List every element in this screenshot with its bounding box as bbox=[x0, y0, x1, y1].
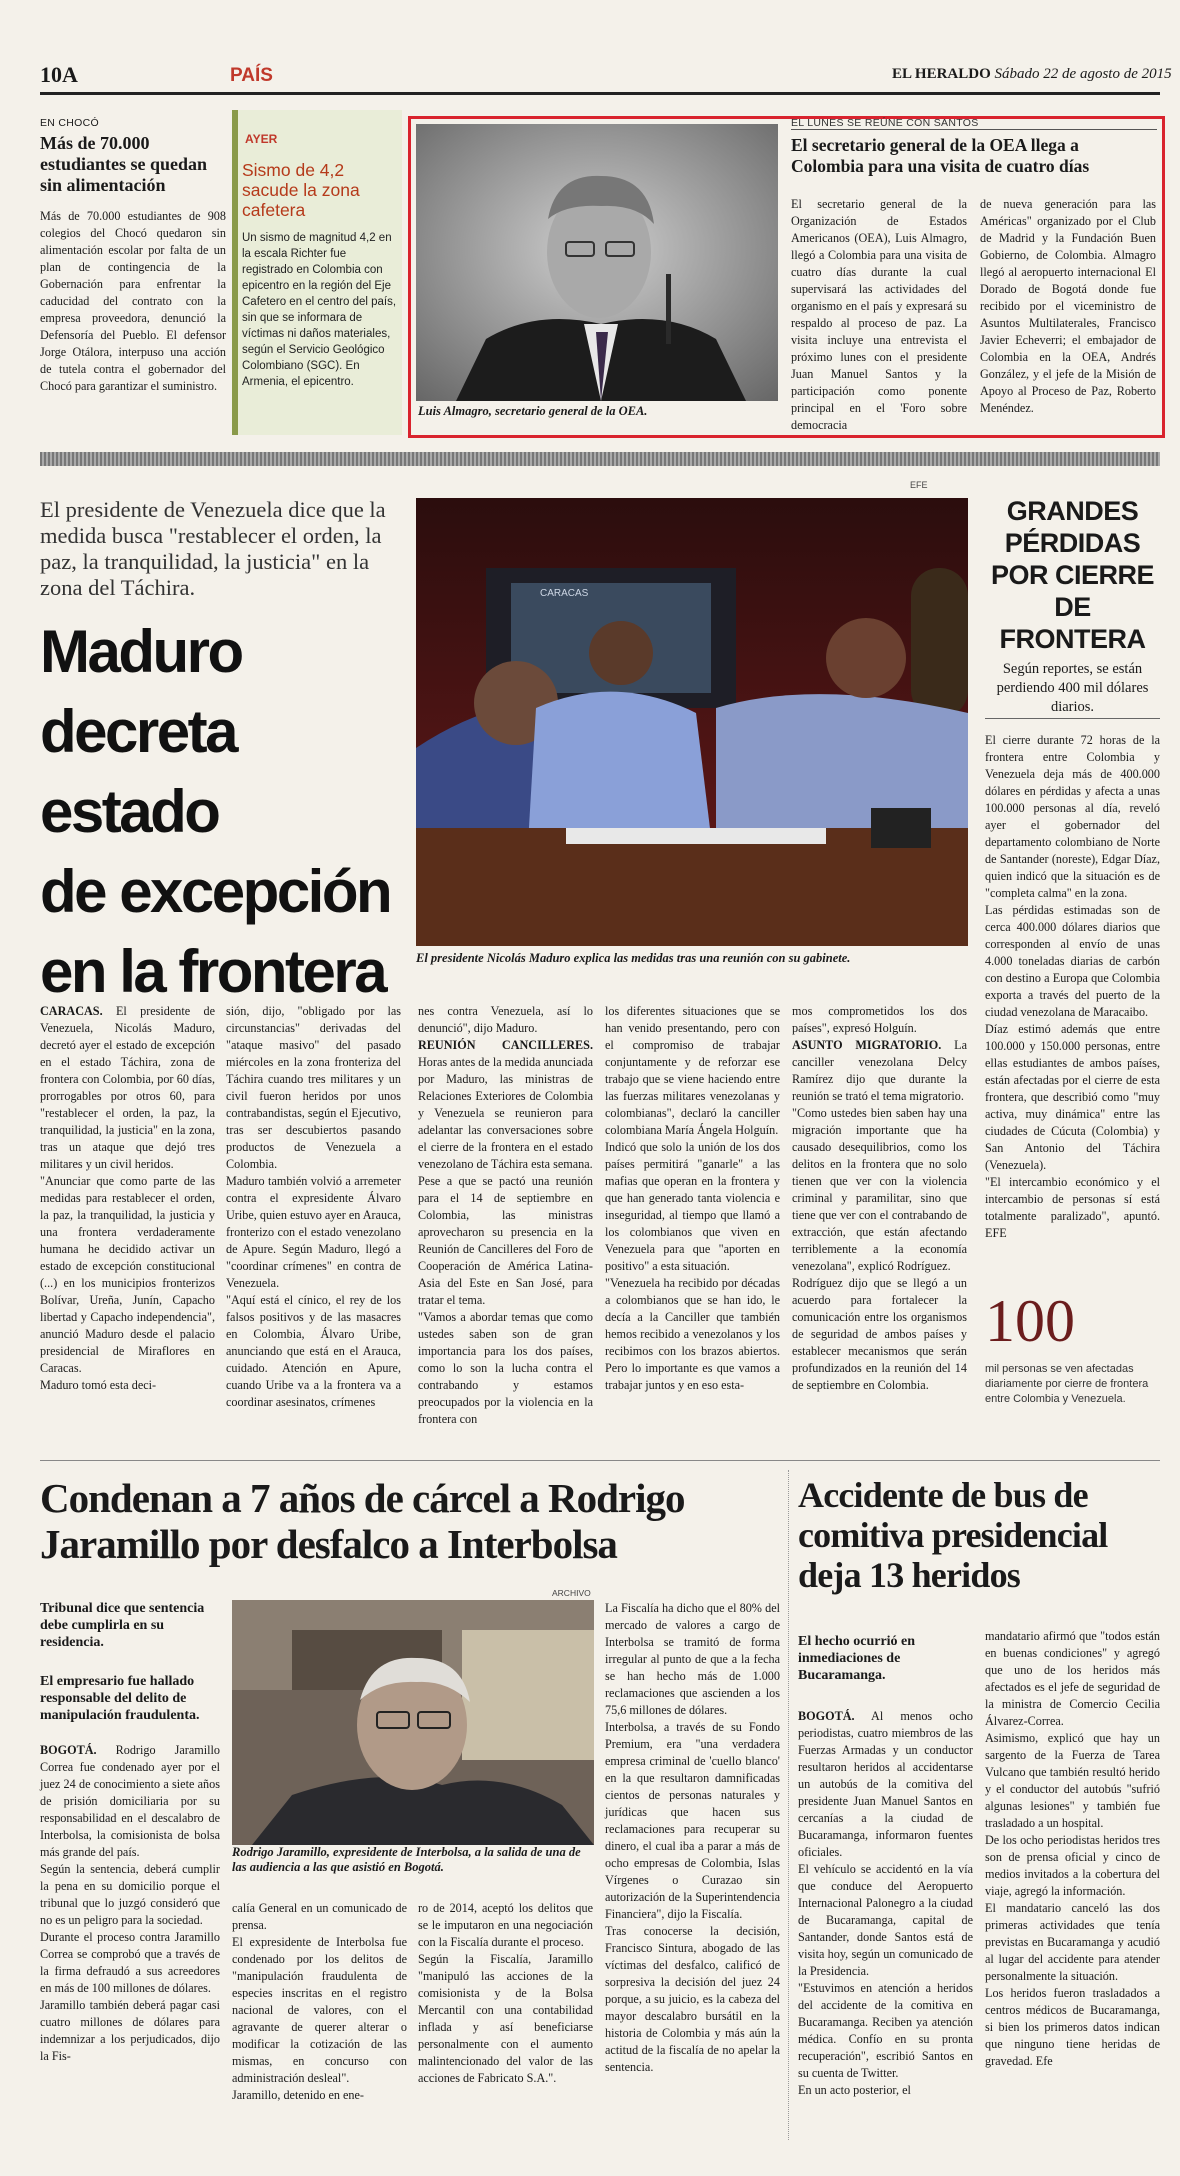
oea-kicker: EL LUNES SE REÚNE CON SANTOS bbox=[791, 117, 979, 129]
maduro-col1-text: El presidente de Venezuela, Nicolás Maduro, decretó ayer el estado de excepción en el estado Táchira, zona de frontera con Colombia, por 60 días, prorrogables por otros 60, para "restablecer el orden, la paz, la tranquilidad, la justicia" en la zona, tras un ataque que dejó tres militares y un civil heridos. "Anunciar que como parte de las medidas para restablecer el orden, la paz, la tranquilidad, la justicia y una frontera verdaderamente humana he decidido activar un estado de excepción constitucional (...) en los municipios fronterizos Bolívar, Ureña, Junín, Capacho libertad y Capacho independencia", anunció Maduro desde el palacio presidencial de Miraflores en Caracas. Maduro tomó esta deci- bbox=[40, 1004, 215, 1392]
interbolsa-body-col1 bbox=[40, 1742, 220, 2065]
oea-body-col2: de nueva generación para las Américas" organizado por el Club de Madrid y la Fundación Buen Gobierno, de Colombia. Almagro llegó al aeropuerto internacional El Dorado de Bogotá donde fue recibido por el viceministro de Asuntos Multilaterales, Francisco Javier Echeverri; el embajador de Colombia en la OEA, Andrés González, y el jefe de la Misión de Apoyo al Proceso de Paz, Roberto Menéndez. bbox=[980, 197, 1156, 415]
maduro-col3-lead: nes contra Venezuela, así lo denunció", dijo Maduro. bbox=[418, 1004, 593, 1035]
maduro-col3-text: Horas antes de la medida anunciada por Maduro, las ministras de Relaciones Exteriores de Colombia y Venezuela se reunieron para adelantar las conversaciones sobre el cierre de la frontera en el estado venezolano de Táchira esta semana. Pese a que se pactó una reunión para el 14 de septiembre en Colombia, las ministras aprovecharon su presencia en la Reunión de Cancilleres del Foro de Cooperación de América Latina-Asia del Este en San José, para tratar el tema. "Vamos a abordar temas que como ustedes saben son de gran importancia para los dos países, como lo son la lucha contra el contrabando y estamos preocupados por la violencia en la frontera con bbox=[418, 1055, 593, 1426]
perdidas-stat-number: 100 bbox=[985, 1288, 1075, 1354]
issue-date: Sábado 22 de agosto de 2015 bbox=[994, 66, 1172, 82]
maduro-headline-line-3: de excepción bbox=[40, 858, 391, 925]
maduro-headline bbox=[40, 612, 420, 1012]
accidente-body-col2: mandatario afirmó que "todos están en buenas condiciones" y agregó que uno de los heridos más afectados es el jefe de seguridad de la ministra de Comercio Cecilia Álvarez-Correa. Asimismo, explicó que hay un sargento de la Fuerza de Tarea Vulcano que también resultó herido y el conductor del autobús "sufrió algunas lesiones" y también fue trasladado a un hospital. De los ocho periodistas heridos tres son de prensa oficial y cinco de medios invitados a la cobertura del viaje, agregó la información. El mandatario canceló las dos primeras actividades que tenía previstas en Bucaramanga y acudió al lugar del accidente para atender personalmente la situación. Los heridos fueron trasladados a centros médicos de Bucaramanga, si bien los primeros datos indican que ninguno tiene heridas de gravedad. Efe bbox=[985, 1629, 1160, 2068]
maduro-headline-line-1: Maduro bbox=[40, 618, 242, 685]
accidente-body-col1 bbox=[798, 1708, 973, 2099]
section-name: PAÍS bbox=[230, 65, 273, 86]
maduro-body-col1 bbox=[40, 1003, 215, 1394]
maduro-body-col2: sión, dijo, "obligado por las circunstancias" derivadas del "ataque masivo" del pasado miércoles en la zona fronteriza del Táchira cuando tres militares y un civil fueron heridos por unos contrabandistas, según el Ejecutivo, tras ser descubiertos pasando productos de Venezuela a Colombia. Maduro también volvió a arremeter contra el expresidente Álvaro Uribe, quien estuvo ayer en Arauca, fronterizo con el estado venezolano de Apure. Según Maduro, llegó a "coordinar crímenes" en contra de Venezuela. "Aquí está el cínico, el rey de los falsos positivos y de las masacres en Colombia, Álvaro Uribe, anunciando que está en el Arauca, cuidado. Atención en Apure, cuando Uribe va a la frontera va a coordinar asesinatos, crímenes bbox=[226, 1004, 401, 1409]
maduro-body-col3 bbox=[418, 1003, 593, 1428]
maduro-dateline: CARACAS. bbox=[40, 1004, 103, 1018]
maduro-headline-line-4: en la frontera bbox=[40, 938, 386, 1005]
masthead-rule bbox=[40, 92, 1160, 95]
interbolsa-body-col3: ro de 2014, aceptó los delitos que se le imputaron en una negociación con la Fiscalía durante el proceso. Según la Fiscalía, Jaramillo "manipuló las acciones de la comisionista y de la Bolsa Mercantil con una contabilidad inflada y así beneficiarse personalmente con el aumento malintencionado del valor de las acciones de Fabricato S.A.". bbox=[418, 1901, 593, 2085]
perdidas-rule bbox=[985, 718, 1160, 719]
maduro-subhead-migratorio: ASUNTO MIGRATORIO. bbox=[792, 1038, 942, 1052]
interbolsa-headline: Condenan a 7 años de cárcel a Rodrigo Jaramillo por desfalco a Interbolsa bbox=[40, 1475, 685, 1567]
perdidas-body: El cierre durante 72 horas de la frontera entre Colombia y Venezuela deja más de 400.000 dólares en pérdidas y afecta a unas 100.000 personas al día, reveló ayer el gobernador del departamento colombiano de Norte de Santander (noreste), Edgar Díaz, quien indicó que la situación es de "completa calma" en la zona. Las pérdidas estimadas son de cerca 400.000 dólares diarios que corresponden al envío de unas 4.000 toneladas diarias de carbón con destino a Europa que Colombia exporta a través del puerto de la ciudad venezolana de Maracaibo. Díaz estimó además que entre 100.000 y 150.000 personas, entre ellas estudiantes de ambos países, están afectadas por el cierre de esta frontera, que describió como "muy activa, muy dinámica" entre las ciudades de Cúcuta (Colombia) y San Antonio del Táchira (Venezuela). "El intercambio económico y el intercambio de personas sí está totalmente paralizado", apuntó. EFE bbox=[985, 733, 1160, 1240]
newspaper-name bbox=[892, 66, 1172, 83]
almagro-photo bbox=[416, 124, 778, 401]
accidente-deck: El hecho ocurrió en inmediaciones de Bucaramanga. bbox=[798, 1634, 916, 1683]
interbolsa-body-col2: calía General en un comunicado de prensa. El expresidente de Interbolsa fue condenado por los delitos de "manipulación fraudulenta de especies inscritas en el registro nacional de valores, con el agravante de querer alterar o modificar la cotización de las mismas, en concurso con administración desleal". Jaramillo, detenido en ene- bbox=[232, 1901, 407, 2102]
maduro-photo-caption: El presidente Nicolás Maduro explica las medidas tras una reunión con su gabinete. bbox=[416, 951, 851, 965]
maduro-subhead-cancilleres: REUNIÓN CANCILLERES. bbox=[418, 1038, 593, 1052]
oea-body-col1: El secretario general de la Organización de Estados Americanos (OEA), Luis Almagro, llegó a Colombia para una visita de cuatro días durante la cual supervisará las actividades del organismo en el país y expresará su respaldo al proceso de paz. La visita incluye una entrevista el próximo lunes con el presidente Juan Manuel Santos y la participación como ponente principal en el 'Foro sobre democracia bbox=[791, 197, 967, 432]
newspaper-title: EL HERALDO bbox=[892, 66, 991, 82]
sismo-headline: Sismo de 4,2 sacude la zona cafetera bbox=[242, 160, 360, 220]
jaramillo-photo bbox=[232, 1600, 594, 1845]
accidente-dateline: BOGOTÁ. bbox=[798, 1709, 855, 1723]
oea-kicker-rule bbox=[791, 129, 1157, 130]
bottom-column-divider bbox=[788, 1470, 789, 2140]
page-number: 10A bbox=[40, 62, 78, 87]
interbolsa-dateline: BOGOTÁ. bbox=[40, 1743, 97, 1757]
oea-photo-caption: Luis Almagro, secretario general de la OEA. bbox=[418, 404, 648, 418]
interbolsa-deck-1: Tribunal dice que sentencia debe cumplirla en su residencia. bbox=[40, 1601, 205, 1650]
maduro-cabinet-photo bbox=[416, 498, 968, 946]
maduro-col5-lead: mos comprometidos los dos países", expresó Holguín. bbox=[792, 1004, 967, 1035]
sismo-kicker: AYER bbox=[245, 132, 278, 146]
perdidas-stat-text: mil personas se ven afectadas diariamente por cierre de frontera entre Colombia y Venezuela. bbox=[985, 1363, 1149, 1405]
maduro-photo-credit: EFE bbox=[910, 480, 928, 490]
interbolsa-deck-2: El empresario fue hallado responsable del delito de manipulación fraudulenta. bbox=[40, 1674, 200, 1723]
oea-headline: El secretario general de la OEA llega a Colombia para una visita de cuatro días bbox=[791, 135, 1090, 176]
bottom-divider bbox=[40, 1460, 1160, 1461]
jaramillo-photo-caption: Rodrigo Jaramillo, expresidente de Interbolsa, a la salida de una de las audiencia a las que asistió en Bogotá. bbox=[232, 1845, 581, 1874]
section-divider bbox=[40, 452, 1160, 466]
maduro-body-col4: los diferentes situaciones que se han venido presentando, pero con el compromiso de trabajar conjuntamente y de reforzar ese trabajo que se viene haciendo entre las fuerzas militares venezolanas y colombianas", declaró la canciller colombiana María Ángela Holguín. Indicó que solo la unión de los dos países permitirá "ganarle" a las mafias que operan en la frontera y que han generado tanta violencia e inseguridad, al tiempo que llamó a los colombianos que viven en Venezuela para que "aporten en positivo" a esta situación. "Venezuela ha recibido por décadas a colombianos que se han ido, le decía a la Canciller que también hemos recibido a venezolanos y los recibimos con los brazos abiertos. Pero lo importante es que vamos a trabajar juntos y en eso esta- bbox=[605, 1004, 780, 1392]
maduro-deck: El presidente de Venezuela dice que la medida busca "restablecer el orden, la paz, la tranquilidad, la justicia" en la zona del Táchira. bbox=[40, 497, 386, 600]
maduro-body-col5 bbox=[792, 1003, 967, 1394]
sismo-body: Un sismo de magnitud 4,2 en la escala Richter fue registrado en Colombia con epicentro en la región del Eje Cafetero en el centro del país, sin que se informara de víctimas ni daños materiales, según el Servicio Geológico Colombiano (SGC). En Armenia, el epicentro. bbox=[242, 232, 397, 388]
accidente-headline: Accidente de bus de comitiva presidencial deja 13 heridos bbox=[798, 1475, 1108, 1595]
interbolsa-photo-credit: ARCHIVO bbox=[552, 1588, 591, 1598]
photo-sign-caracas: CARACAS bbox=[540, 588, 589, 599]
interbolsa-body-col4: La Fiscalía ha dicho que el 80% del mercado de valores a cargo de Interbolsa se tramitó de forma irregular al punto de que a la fecha se han hecho más de 1.000 reclamaciones que ascienden a los 75,6 millones de dólares. Interbolsa, a través de su Fondo Premium, era "una verdadera empresa criminal de 'cuello blanco' en la que resultaron damnificadas cientos de personas naturales y jurídicas que hacen sus reclamaciones para recuperar su dinero, el cual iba a parar a más de ocho empresas de Colombia, Islas Vírgenes o Curazao sin autorización de la Superintendencia Financiera", dijo la Fiscalía. Tras conocerse la decisión, Francisco Sintura, abogado de las víctimas del desfalco, calificó de sorpresiva la decisión del juez 24 porque, a su juicio, es la cabeza del mayor descalabro bursátil en la historia de Colombia y más aún la actitud de la fiscalía de no apelar la sentencia. bbox=[605, 1601, 780, 2074]
choco-body: Más de 70.000 estudiantes de 908 colegios del Chocó quedaron sin alimentación escolar por falta de un plan de contingencia de la Gobernación para enfrentar la caducidad del contrato con la empresa proveedora, denunció la Defensoría del Pueblo. El defensor Jorge Otálora, interpuso una acción de tutela contra el gobernador del Chocó para garantizar el suministro. bbox=[40, 209, 226, 393]
interbolsa-col1-text: Rodrigo Jaramillo Correa fue condenado ayer por el juez 24 de conocimiento a siete años de prisión domiciliaria por su responsabilidad en el descalabro de Interbolsa, la comisionista de bolsa más grande del país. Según la sentencia, deberá cumplir la pena en su domicilio porque el tribunal que lo juzgó consideró que no es un peligro para la sociedad. Durante el proceso contra Jaramillo Correa se comprobó que a través de la firma defraudó a sus acreedores en más de 100 millones de dólares. Jaramillo también deberá pagar casi cuatro millones de dólares para indemnizar a los perjudicados, dijo la Fis- bbox=[40, 1743, 220, 2063]
accidente-col1-text: Al menos ocho periodistas, cuatro miembros de las Fuerzas Armadas y un conductor resultaron heridos al accidentarse un autobús de la comitiva del presidente Juan Manuel Santos en cercanías a la ciudad de Bucaramanga, informaron fuentes oficiales. El vehículo se accidentó en la vía que conduce del Aeropuerto Internacional Palonegro a la ciudad de Bucaramanga, capital de Santander, donde Santos está de visita hoy, según un comunicado de la Presidencia. "Estuvimos en atención a heridos del accidente de la comitiva en Bucaramanga. Reciben ya atención médica. Confío en su pronta recuperación", escribió Santos en su cuenta de Twitter. En un acto posterior, el bbox=[798, 1709, 973, 2097]
maduro-col5-text: La canciller venezolana Delcy Ramírez dijo que durante la reunión se trató el tema migratorio. "Como ustedes bien saben hay una migración importante que ha causado desequilibrios, como los delitos en la frontera que no solo tienen que ver con la violencia criminal y paramilitar, sino que tiene que ver con el contrabando de extracción, que están afectando terriblemente a la economía venezolana", explicó Rodríguez. Rodríguez dijo que se llegó a un acuerdo para fortalecer la comunicación entre los organismos de seguridad de ambos países y establecer mecanismos que serán profundizados en la reunión del 14 de septiembre en Colombia. bbox=[792, 1038, 967, 1392]
maduro-headline-line-2: decreta estado bbox=[40, 698, 236, 845]
choco-kicker: EN CHOCÓ bbox=[40, 117, 99, 129]
perdidas-headline: GRANDES PÉRDIDAS POR CIERRE DE FRONTERA bbox=[990, 496, 1155, 654]
choco-headline: Más de 70.000 estudiantes se quedan sin alimentación bbox=[40, 133, 208, 195]
perdidas-deck: Según reportes, se están perdiendo 400 mil dólares diarios. bbox=[996, 661, 1149, 715]
